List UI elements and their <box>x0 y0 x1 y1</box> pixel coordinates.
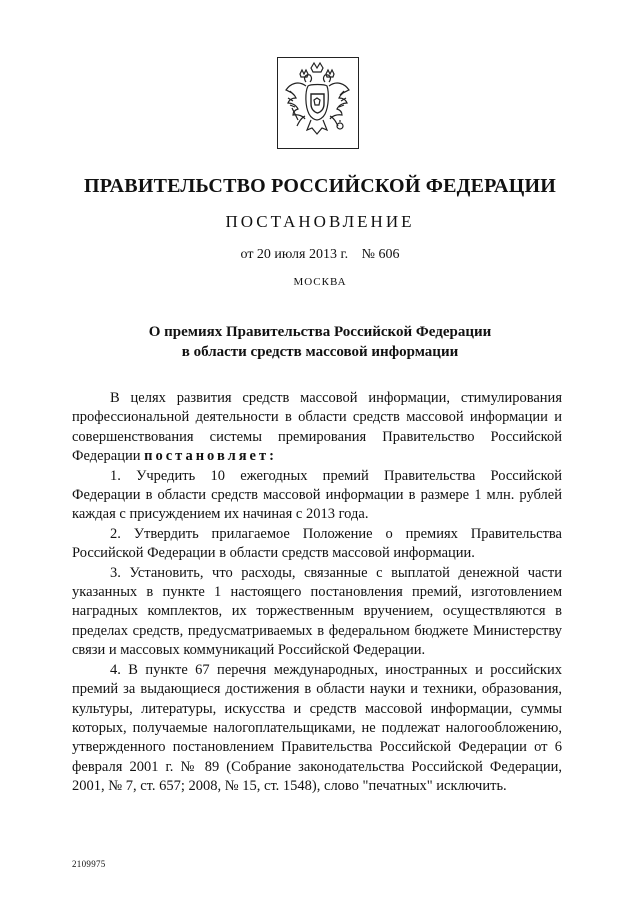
government-title: ПРАВИТЕЛЬСТВО РОССИЙСКОЙ ФЕДЕРАЦИИ <box>84 175 556 197</box>
preamble-text: В целях развития средств массовой информации, стимулирования профессиональной деятельности в области средств массовой информации и совершенствования системы премирования Правительство Российской Федерации <box>72 390 562 465</box>
document-type: ПОСТАНОВЛЕНИЕ <box>225 212 415 231</box>
item-3-paragraph: 3. Установить, что расходы, связанные с выплатой денежной части указанных в пункте 1 настоящего постановления премий, изготовлением наградных комплектов, их торжественным вручением, осуществляются в пределах средств, предусматриваемых в федеральном бюджете Министерству связи и массовых коммуникаций Российской Федерации. <box>72 564 562 659</box>
document-body <box>72 389 562 797</box>
item-1-paragraph: 1. Учредить 10 ежегодных премий Правительства Российской Федерации в области средств массовой информации в размере 1 млн. рублей каждая с присуждением их начиная с 2013 года. <box>72 467 562 523</box>
document-date: от 20 июля 2013 г. <box>240 247 349 262</box>
item-2-paragraph: 2. Утвердить прилагаемое Положение о премиях Правительства Российской Федерации в области средств массовой информации. <box>72 525 562 562</box>
preamble-paragraph <box>72 389 562 467</box>
document-code: 2109975 <box>72 859 106 869</box>
date-number-line <box>0 247 640 263</box>
document-number: № 606 <box>361 247 400 262</box>
decree-word: постановляет: <box>144 448 277 465</box>
subject-line-2: в области средств массовой информации <box>181 344 459 360</box>
item-4-paragraph: 4. В пункте 67 перечня международных, иностранных и российских премий за выдающиеся достижения в области науки и техники, образования, культуры, литературы, искусства и средств массовой информации, суммы которых, получаемые налогоплательщиками, не подлежат налогообложению, утвержденного постановлением Правительства Российской Федерации от 6 февраля 2001 г. № 89 (Собрание законодательства Российской Федерации, 2001, № 7, ст. 657; 2008, № 15, ст. 1548), слово "печатных" исключить. <box>72 661 562 795</box>
coat-of-arms-icon <box>277 57 359 149</box>
document-subject <box>0 322 640 362</box>
document-city: МОСКВА <box>293 276 347 288</box>
subject-line-1: О премиях Правительства Российской Федерации <box>148 324 492 340</box>
